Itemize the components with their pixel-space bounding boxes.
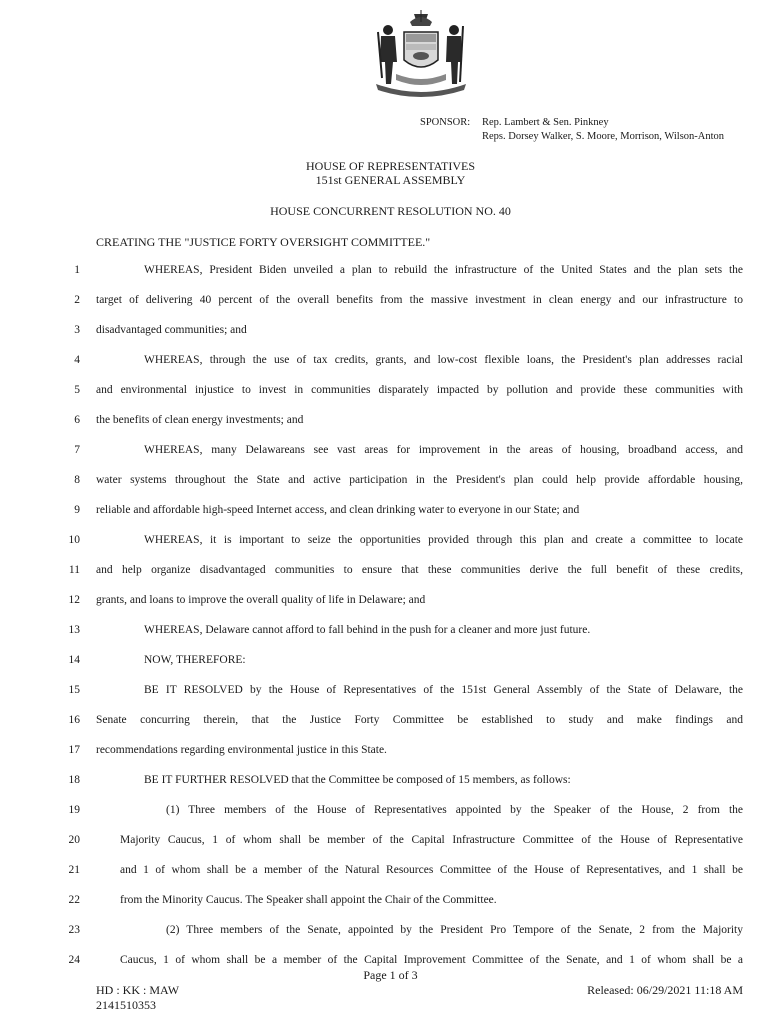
line-text: (1) Three members of the House of Representatives appointed by the Speaker of the House, 2 from the	[166, 804, 743, 816]
sponsor-label: SPONSOR:	[420, 117, 471, 128]
line-number: 23	[68, 924, 80, 936]
sponsor-line-1: Rep. Lambert & Sen. Pinkney	[482, 117, 609, 128]
line-number: 11	[68, 564, 80, 576]
body-line	[0, 680, 781, 700]
line-number: 20	[68, 834, 80, 846]
line-text: WHEREAS, many Delawareans see vast areas for improvement in the areas of housing, broadband access, and	[144, 444, 743, 456]
body-line	[0, 320, 781, 340]
body-line	[0, 290, 781, 310]
resolution-heading: HOUSE CONCURRENT RESOLUTION NO. 40	[270, 204, 511, 218]
body-line	[0, 830, 781, 850]
line-text: reliable and affordable high-speed Internet access, and clean drinking water to everyone in our State; and	[96, 504, 580, 516]
line-text: and 1 of whom shall be a member of the Natural Resources Committee of the House of Representatives, and 1 shall be	[120, 864, 743, 876]
line-text: WHEREAS, through the use of tax credits, grants, and low-cost flexible loans, the President's plan addresses racial	[144, 354, 743, 366]
body-line	[0, 530, 781, 550]
line-number: 14	[68, 654, 80, 666]
line-text: BE IT RESOLVED by the House of Representatives of the 151st General Assembly of the State of Delaware, the	[144, 684, 743, 696]
body-line	[0, 410, 781, 430]
line-text: BE IT FURTHER RESOLVED that the Committee be composed of 15 members, as follows:	[144, 774, 571, 786]
footer-code: HD : KK : MAW	[96, 983, 180, 997]
body-line	[0, 260, 781, 280]
footer-codes	[96, 983, 179, 1013]
line-number: 21	[68, 864, 80, 876]
delaware-state-seal-icon	[366, 8, 476, 103]
line-number: 13	[68, 624, 80, 636]
page-number: Page 1 of 3	[363, 968, 418, 982]
line-number: 15	[68, 684, 80, 696]
footer-id: 2141510353	[96, 998, 156, 1012]
line-number: 3	[74, 324, 80, 336]
line-number: 2	[74, 294, 80, 306]
release-date: Released: 06/29/2021 11:18 AM	[587, 983, 743, 997]
line-text: Senate concurring therein, that the Justice Forty Committee be established to study and make findings and	[96, 714, 743, 726]
body-line	[0, 470, 781, 490]
line-text: disadvantaged communities; and	[96, 324, 247, 336]
line-text: and help organize disadvantaged communities to ensure that these communities derive the full benefit of these credits,	[96, 564, 743, 576]
line-number: 12	[68, 594, 80, 606]
body-line	[0, 620, 781, 640]
sponsor-block	[420, 116, 724, 144]
line-number: 19	[68, 804, 80, 816]
body-line	[0, 710, 781, 730]
line-text: from the Minority Caucus. The Speaker shall appoint the Chair of the Committee.	[120, 894, 497, 906]
body-line	[0, 500, 781, 520]
line-number: 5	[74, 384, 80, 396]
line-text: Caucus, 1 of whom shall be a member of the Capital Improvement Committee of the Senate, and 1 of whom shall be a	[120, 954, 743, 966]
line-text: WHEREAS, it is important to seize the opportunities provided through this plan and create a committee to locate	[144, 534, 743, 546]
body-line	[0, 440, 781, 460]
resolution-title: CREATING THE "JUSTICE FORTY OVERSIGHT COMMITTEE."	[96, 235, 431, 249]
house-heading: HOUSE OF REPRESENTATIVES	[305, 159, 476, 173]
line-text: grants, and loans to improve the overall quality of life in Delaware; and	[96, 594, 426, 606]
body-line	[0, 950, 781, 970]
line-number: 7	[74, 444, 80, 456]
line-number: 17	[68, 744, 80, 756]
body-line	[0, 560, 781, 580]
body-line	[0, 380, 781, 400]
line-number: 8	[74, 474, 80, 486]
line-number: 1	[74, 264, 80, 276]
line-number: 22	[68, 894, 80, 906]
body-line	[0, 740, 781, 760]
line-number: 16	[68, 714, 80, 726]
line-number: 18	[68, 774, 80, 786]
body-line	[0, 770, 781, 790]
line-number: 4	[74, 354, 80, 366]
body-line	[0, 800, 781, 820]
body-line	[0, 890, 781, 910]
assembly-heading: 151st GENERAL ASSEMBLY	[315, 173, 466, 187]
body-line	[0, 350, 781, 370]
body-line	[0, 590, 781, 610]
body-line	[0, 860, 781, 880]
line-text: Majority Caucus, 1 of whom shall be member of the Capital Infrastructure Committee of the House of Representative	[120, 834, 743, 846]
line-text: the benefits of clean energy investments; and	[96, 414, 304, 426]
line-text: NOW, THEREFORE:	[144, 654, 246, 666]
line-number: 10	[68, 534, 80, 546]
line-number: 6	[74, 414, 80, 426]
body-line	[0, 920, 781, 940]
body-line	[0, 650, 781, 670]
line-text: WHEREAS, President Biden unveiled a plan to rebuild the infrastructure of the United States and the plan sets the	[144, 264, 743, 276]
sponsor-line-2: Reps. Dorsey Walker, S. Moore, Morrison, Wilson-Anton	[482, 131, 725, 142]
line-text: and environmental injustice to invest in communities disparately impacted by pollution and provide these communities with	[96, 384, 743, 396]
line-number: 9	[74, 504, 80, 516]
line-text: recommendations regarding environmental justice in this State.	[96, 744, 387, 756]
line-text: (2) Three members of the Senate, appointed by the President Pro Tempore of the Senate, 2 from the Majority	[166, 924, 743, 936]
line-text: target of delivering 40 percent of the overall benefits from the massive investment in clean energy and our infrastructure to	[96, 294, 743, 306]
line-text: WHEREAS, Delaware cannot afford to fall behind in the push for a cleaner and more just future.	[144, 624, 591, 636]
line-text: water systems throughout the State and active participation in the President's plan could help provide affordable housing,	[96, 474, 743, 486]
line-number: 24	[68, 954, 80, 966]
